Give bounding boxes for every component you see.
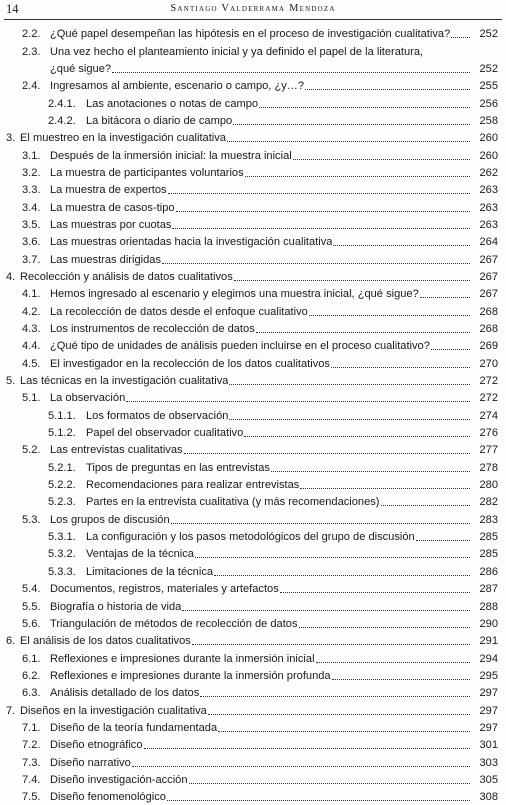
toc-entry-page: 255 — [479, 80, 498, 93]
toc-entry[interactable] — [0, 493, 506, 510]
toc-entry-number: 3.5. — [22, 218, 41, 231]
toc-entry[interactable] — [0, 233, 506, 250]
toc-entry-number: 5.1. — [22, 392, 41, 405]
toc-entry-page: 269 — [479, 340, 498, 353]
toc-entry-title: Ingresamos al ambiente, escenario o campo, ¿y…? — [50, 80, 305, 93]
toc-entry[interactable] — [0, 701, 506, 718]
toc-entry-title: Las muestras dirigidas — [50, 253, 161, 266]
dot-leader — [168, 193, 470, 194]
dot-leader — [218, 731, 470, 732]
toc-entry[interactable] — [0, 562, 506, 579]
toc-entry-number: 4.2. — [22, 305, 41, 318]
toc-entry-number: 5.1.1. — [48, 409, 76, 422]
dot-leader — [271, 471, 470, 472]
toc-entry-number: 6. — [6, 635, 16, 648]
toc-entry[interactable] — [0, 302, 506, 319]
dot-leader — [182, 610, 470, 611]
toc-entry-title: La observación — [50, 392, 126, 405]
toc-entry-page: 308 — [479, 791, 498, 804]
toc-entry-page: 263 — [479, 184, 498, 197]
toc-entry-number: 7.3. — [22, 756, 41, 769]
toc-entry-number: 5.3.3. — [48, 565, 76, 578]
toc-entry-title: Análisis detallado de los datos — [50, 687, 200, 700]
toc-entry-number: 7.5. — [22, 791, 41, 804]
toc-entry-title: Diseños en la investigación cualitativa — [20, 704, 207, 717]
toc-entry-title: El análisis de los datos cualitativos — [20, 635, 191, 648]
dot-leader — [167, 800, 470, 801]
toc-entry[interactable] — [0, 510, 506, 527]
toc-entry[interactable] — [0, 424, 506, 441]
toc-entry-page: 277 — [479, 444, 498, 457]
dot-leader — [162, 263, 470, 264]
toc-entry-number: 5.2.2. — [48, 479, 76, 492]
dot-leader — [451, 37, 470, 38]
toc-entry[interactable] — [0, 736, 506, 753]
dot-leader — [229, 419, 470, 420]
toc-entry-number: 3.7. — [22, 253, 41, 266]
toc-entry-number: 5.5. — [22, 600, 41, 613]
toc-entry[interactable] — [0, 216, 506, 233]
dot-leader — [293, 159, 470, 160]
toc-entry-title: La configuración y los pasos metodológicos del grupo de discusión — [86, 531, 415, 544]
toc-entry[interactable] — [0, 198, 506, 215]
toc-entry-page: 297 — [479, 687, 498, 700]
toc-entry-title: Los formatos de observación — [86, 409, 229, 422]
toc-entry-page: 290 — [479, 617, 498, 630]
toc-entry-page: 295 — [479, 669, 498, 682]
dot-leader — [256, 332, 470, 333]
toc-entry-number: 5.4. — [22, 583, 41, 596]
toc-entry[interactable] — [0, 94, 506, 111]
toc-entry[interactable] — [0, 597, 506, 614]
toc-entry[interactable] — [0, 250, 506, 267]
toc-entry-number: 4.4. — [22, 340, 41, 353]
dot-leader — [309, 315, 470, 316]
toc-entry-page: 285 — [479, 531, 498, 544]
toc-entry-number: 6.2. — [22, 669, 41, 682]
dot-leader — [229, 384, 470, 385]
toc-entry-number: 4.3. — [22, 323, 41, 335]
dot-leader — [144, 748, 470, 749]
toc-entry-title: La muestra de participantes voluntarios — [50, 166, 244, 179]
dot-leader — [171, 523, 470, 524]
toc-entry-title: Las técnicas en la investigación cualitativa — [20, 375, 229, 388]
toc-entry-page: 258 — [479, 114, 498, 127]
toc-entry[interactable] — [0, 337, 506, 354]
toc-entry-title: Las anotaciones o notas de campo — [86, 97, 259, 110]
toc-entry-title: El muestreo en la investigación cualitativa — [20, 132, 226, 145]
toc-entry-page: 285 — [479, 548, 498, 561]
toc-entry-page: 262 — [479, 166, 498, 179]
toc-entry-page: 280 — [479, 479, 498, 492]
toc-entry-title: Documentos, registros, materiales y artefactos — [50, 583, 279, 596]
toc-entry-number: 6.1. — [22, 652, 41, 665]
toc-entry-title: Después de la inmersión inicial: la muestra inicial — [50, 149, 292, 162]
dot-leader — [316, 662, 470, 663]
toc-entry-title: Recomendaciones para realizar entrevistas — [86, 479, 300, 492]
toc-entry[interactable] — [0, 146, 506, 163]
dot-leader — [176, 211, 470, 212]
toc-entry-number: 2.4.2. — [48, 114, 76, 127]
dot-leader — [233, 124, 470, 125]
toc-entry-number: 3.6. — [22, 236, 41, 249]
toc-entry-title: El investigador en la recolección de los datos cualitativos — [50, 357, 330, 370]
dot-leader — [331, 367, 470, 368]
toc-entry-number: 2.4.1. — [48, 97, 76, 110]
dot-leader — [214, 575, 470, 576]
toc-entry[interactable] — [0, 545, 506, 562]
toc-entry-number: 6.3. — [22, 687, 41, 700]
toc-entry-title: La recolección de datos desde el enfoque cualitativo — [50, 305, 308, 318]
toc-entry[interactable] — [0, 42, 506, 77]
dot-leader — [132, 766, 470, 767]
dot-leader — [300, 488, 470, 489]
toc-entry-title: La bitácora o diario de campo — [86, 114, 233, 127]
toc-entry-title: Las muestras por cuotas — [50, 218, 172, 231]
toc-entry[interactable] — [0, 788, 506, 805]
toc-entry-page: 268 — [479, 323, 498, 335]
toc-entry-number: 5.3. — [22, 513, 41, 526]
toc-entry-title: Reflexiones e impresiones durante la inmersión profunda — [50, 669, 331, 682]
toc-entry-page: 301 — [479, 739, 498, 752]
toc-entry-number: 3.1. — [22, 149, 41, 162]
toc-entry[interactable] — [0, 476, 506, 493]
toc-entry-page: 282 — [479, 496, 498, 509]
toc-entry-number: 3.3. — [22, 184, 41, 197]
toc-entry-page: 272 — [479, 375, 498, 388]
toc-entry-number: 5.2.1. — [48, 461, 76, 474]
toc-entry[interactable] — [0, 372, 506, 389]
dot-leader — [332, 679, 470, 680]
toc-entry-title: Ventajas de la técnica — [86, 548, 194, 561]
toc-entry-page: 297 — [479, 704, 498, 717]
toc-entry-number: 7.2. — [22, 739, 41, 752]
dot-leader — [420, 297, 470, 298]
toc-entry-number: 2.4. — [22, 80, 41, 93]
toc-entry-number: 4.5. — [22, 357, 41, 370]
toc-entry-page: 272 — [479, 392, 498, 405]
toc-entry-page: 288 — [479, 600, 498, 613]
toc-entry-page: 268 — [479, 305, 498, 318]
toc-entry-page: 274 — [479, 409, 498, 422]
dot-leader — [208, 714, 470, 715]
toc-entry-page: 291 — [479, 635, 498, 648]
toc-entry-title: La muestra de expertos — [50, 184, 167, 197]
toc-entry-page: 270 — [479, 357, 498, 370]
toc-entry[interactable] — [0, 320, 506, 337]
dot-leader — [234, 280, 470, 281]
toc-entry[interactable] — [0, 354, 506, 371]
toc-entry[interactable] — [0, 285, 506, 302]
dot-leader — [126, 401, 470, 402]
toc-entry-page: 294 — [479, 652, 498, 665]
dot-leader — [299, 627, 470, 628]
dot-leader — [431, 349, 470, 350]
toc-entry-page: 256 — [479, 97, 498, 110]
toc-entry-number: 5.2. — [22, 444, 41, 457]
toc-entry-page: 305 — [479, 773, 498, 786]
toc-entry[interactable] — [0, 632, 506, 649]
toc-entry-number: 5.1.2. — [48, 427, 76, 440]
toc-entry[interactable] — [0, 164, 506, 181]
toc-entry-title: Biografía o historia de vida — [50, 600, 182, 613]
toc-entry[interactable] — [0, 25, 506, 42]
toc-entry-title: Hemos ingresado al escenario y elegimos una muestra inicial, ¿qué sigue? — [50, 288, 419, 301]
dot-leader — [280, 592, 470, 593]
toc-entry[interactable] — [0, 181, 506, 198]
toc-entry-title: La muestra de casos-tipo — [50, 201, 175, 214]
toc-entry-number: 2.3. — [22, 46, 41, 59]
toc-entry[interactable] — [0, 129, 506, 146]
toc-entry-title: Una vez hecho el planteamiento inicial y ya definido el papel de la literatura, — [50, 46, 424, 59]
toc-entry-number: 5.2.3. — [48, 496, 76, 509]
toc-entry-page: 263 — [479, 201, 498, 214]
dot-leader — [333, 245, 470, 246]
toc-entry-number: 7. — [6, 704, 16, 717]
dot-leader — [189, 783, 470, 784]
toc-entry[interactable] — [0, 112, 506, 129]
toc-entry-title: ¿Qué papel desempeñan las hipótesis en el proceso de investigación cualitativa? — [50, 28, 451, 41]
toc-entry-title: Diseño narrativo — [50, 756, 131, 769]
toc-entry-title: Diseño investigación-acción — [50, 773, 188, 786]
page-number: 14 — [6, 2, 19, 16]
toc-entry-page: 252 — [479, 62, 498, 75]
toc-entry-page: 287 — [479, 583, 498, 596]
toc-entry-number: 5. — [6, 375, 16, 388]
dot-leader — [184, 453, 470, 454]
toc-entry-page: 260 — [479, 132, 498, 145]
toc-entry[interactable] — [0, 441, 506, 458]
toc-entry[interactable] — [0, 389, 506, 406]
toc-entry-title: Diseño de la teoría fundamentada — [50, 721, 218, 734]
toc-entry[interactable] — [0, 719, 506, 736]
dot-leader — [112, 72, 470, 73]
toc-entry-page: 264 — [479, 236, 498, 249]
running-head-author: Santiago Valderrama Mendoza — [170, 3, 336, 14]
dot-leader — [259, 107, 470, 108]
toc-entry-number: 3.4. — [22, 201, 41, 214]
toc-entry-number: 5.6. — [22, 617, 41, 630]
toc-entry-number: 7.4. — [22, 773, 41, 786]
toc-entry-page: 260 — [479, 149, 498, 162]
toc-entry[interactable] — [0, 458, 506, 475]
toc-entry[interactable] — [0, 406, 506, 423]
toc-entry-title: ¿Qué tipo de unidades de análisis pueden incluirse en el proceso cualitativo? — [50, 340, 430, 353]
toc-entry-page: 252 — [479, 28, 498, 41]
toc-entry[interactable] — [0, 615, 506, 632]
toc-entry[interactable] — [0, 667, 506, 684]
page-header — [0, 2, 506, 16]
toc-entry-title: Tipos de preguntas en las entrevistas — [86, 461, 270, 474]
toc-entry-title: Las muestras orientadas hacia la investigación cualitativa — [50, 236, 333, 249]
toc-entry-title: Las entrevistas cualitativas — [50, 444, 183, 457]
dot-leader — [416, 540, 470, 541]
toc-entry-title: Recolección y análisis de datos cualitativos — [20, 270, 233, 283]
toc-entry[interactable] — [0, 771, 506, 788]
toc-entry-page: 303 — [479, 756, 498, 769]
toc-entry-title: Diseño etnográfico — [50, 739, 143, 752]
toc-entry-number: 5.3.2. — [48, 548, 76, 561]
dot-leader — [244, 436, 470, 437]
toc-entry-number: 2.2. — [22, 28, 41, 41]
toc-entry-number: 4.1. — [22, 288, 41, 301]
dot-leader — [192, 644, 470, 645]
toc-entry-title: Reflexiones e impresiones durante la inmersión inicial — [50, 652, 315, 665]
toc-entry[interactable] — [0, 649, 506, 666]
toc-entry-page: 283 — [479, 513, 498, 526]
toc-entry-title: Partes en la entrevista cualitativa (y más recomendaciones) — [86, 496, 380, 509]
toc-entry[interactable] — [0, 580, 506, 597]
toc-entry-number: 4. — [6, 270, 16, 283]
dot-leader — [305, 89, 470, 90]
dot-leader — [245, 176, 470, 177]
toc-entry-number: 7.1. — [22, 721, 41, 734]
toc-entry[interactable] — [0, 684, 506, 701]
toc-entry-title-continued: ¿qué sigue? — [50, 62, 112, 75]
toc-entry-title: Diseño fenomenológico — [50, 791, 166, 804]
toc-entry-title: Los grupos de discusión — [50, 513, 170, 526]
toc-entry-page: 267 — [479, 253, 498, 266]
dot-leader — [381, 505, 470, 506]
toc-entry-page: 263 — [479, 218, 498, 231]
toc-entry-page: 267 — [479, 288, 498, 301]
toc-entry-page: 276 — [479, 427, 498, 440]
toc-entry[interactable] — [0, 77, 506, 94]
toc-entry-page: 278 — [479, 461, 498, 474]
dot-leader — [172, 228, 470, 229]
dot-leader — [200, 696, 470, 697]
toc-entry-number: 5.3.1. — [48, 531, 76, 544]
toc-entry-page: 286 — [479, 565, 498, 578]
toc-entry-number: 3. — [6, 132, 16, 145]
dot-leader — [195, 557, 470, 558]
toc-entry[interactable] — [0, 753, 506, 770]
dot-leader — [227, 141, 470, 142]
toc-entry-page: 267 — [479, 270, 498, 283]
toc-entry-title: Limitaciones de la técnica — [86, 565, 214, 578]
toc-entry-page: 297 — [479, 721, 498, 734]
toc-entry-title: Los instrumentos de recolección de datos — [50, 323, 255, 335]
toc-entry[interactable] — [0, 528, 506, 545]
toc-entry-title: Triangulación de métodos de recolección de datos — [50, 617, 298, 630]
header-rule — [4, 19, 502, 20]
toc-entry-title: Papel del observador cualitativo — [86, 427, 244, 440]
toc-entry[interactable] — [0, 268, 506, 285]
table-of-contents — [0, 25, 506, 805]
toc-entry-number: 3.2. — [22, 166, 41, 179]
